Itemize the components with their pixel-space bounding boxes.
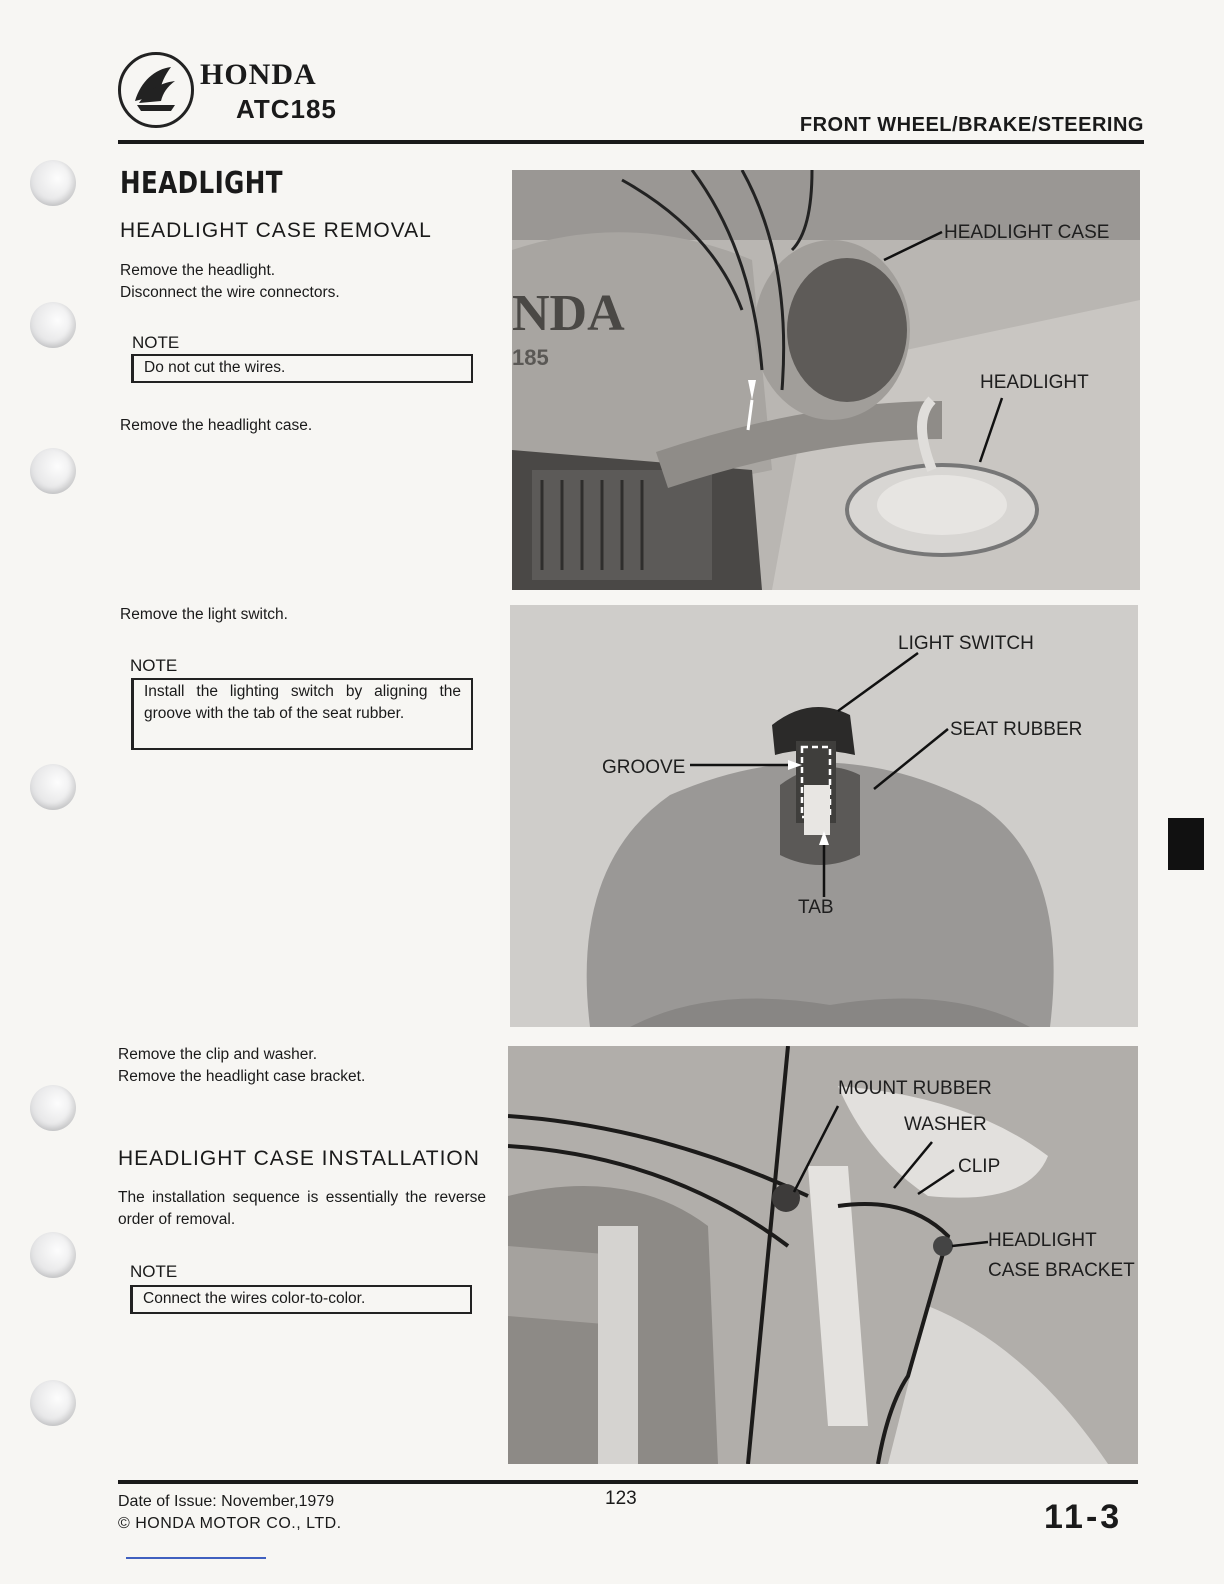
removal-steps-4 (118, 1044, 488, 1088)
label-headlight: HEADLIGHT (988, 1230, 1097, 1251)
label-seat-rubber: SEAT RUBBER (950, 719, 1083, 740)
page-number: 123 (605, 1488, 637, 1509)
label-light-switch: LIGHT SWITCH (898, 633, 1034, 654)
note-box: Connect the wires color-to-color. (130, 1285, 472, 1314)
note-box: Install the lighting switch by aligning the groove with the tab of the seat rubber. (131, 678, 473, 750)
step-text: Remove the headlight case. (120, 417, 313, 434)
footer-rule (118, 1480, 1138, 1484)
label-mount-rubber: MOUNT RUBBER (838, 1078, 992, 1099)
step-text: Disconnect the wire connectors. (120, 284, 340, 301)
tank-model-text: 185 (512, 345, 549, 370)
installation-heading: HEADLIGHT CASE INSTALLATION (118, 1147, 480, 1170)
binder-hole (30, 1085, 76, 1131)
header-rule (118, 140, 1144, 144)
label-headlight-case: HEADLIGHT CASE (944, 222, 1110, 243)
label-clip: CLIP (958, 1156, 1001, 1177)
binder-hole (30, 160, 76, 206)
honda-wing-logo (118, 52, 194, 128)
step-text: Remove the clip and washer. (118, 1046, 318, 1063)
photo-light-switch (510, 605, 1138, 1027)
step-text: Remove the light switch. (120, 606, 288, 623)
label-case-bracket: CASE BRACKET (988, 1260, 1135, 1281)
installation-text: The installation sequence is essentially the reverse order of removal. (118, 1189, 486, 1228)
binder-hole (30, 302, 76, 348)
binder-hole (30, 1232, 76, 1278)
footer-copyright: © HONDA MOTOR CO., LTD. (118, 1515, 342, 1532)
binder-hole (30, 764, 76, 810)
section-title: FRONT WHEEL/BRAKE/STEERING (799, 114, 1144, 136)
removal-steps-1 (120, 260, 490, 304)
page-title: HEADLIGHT (120, 166, 283, 201)
tank-brand-text: NDA (512, 285, 625, 342)
label-tab: TAB (798, 897, 834, 918)
photo-headlight-case (512, 170, 1140, 590)
binder-hole (30, 1380, 76, 1426)
binder-hole (30, 448, 76, 494)
step-text: Remove the headlight. (120, 262, 276, 279)
removal-heading: HEADLIGHT CASE REMOVAL (120, 219, 432, 242)
scan-edge-line (126, 1557, 266, 1559)
label-groove: GROOVE (602, 757, 686, 778)
photo-case-bracket (508, 1046, 1138, 1464)
label-headlight: HEADLIGHT (980, 372, 1089, 393)
section-number: 11-3 (1044, 1498, 1123, 1536)
brand-name: HONDA (200, 58, 317, 91)
note-label: NOTE (132, 333, 180, 352)
note-label: NOTE (130, 1262, 178, 1281)
label-washer: WASHER (904, 1114, 987, 1135)
footer-date: Date of Issue: November,1979 (118, 1493, 335, 1510)
note-box: Do not cut the wires. (131, 354, 473, 383)
note-label: NOTE (130, 656, 178, 675)
model-name: ATC185 (236, 94, 337, 124)
step-text: Remove the headlight case bracket. (118, 1068, 366, 1085)
section-thumb-tab (1168, 818, 1204, 870)
